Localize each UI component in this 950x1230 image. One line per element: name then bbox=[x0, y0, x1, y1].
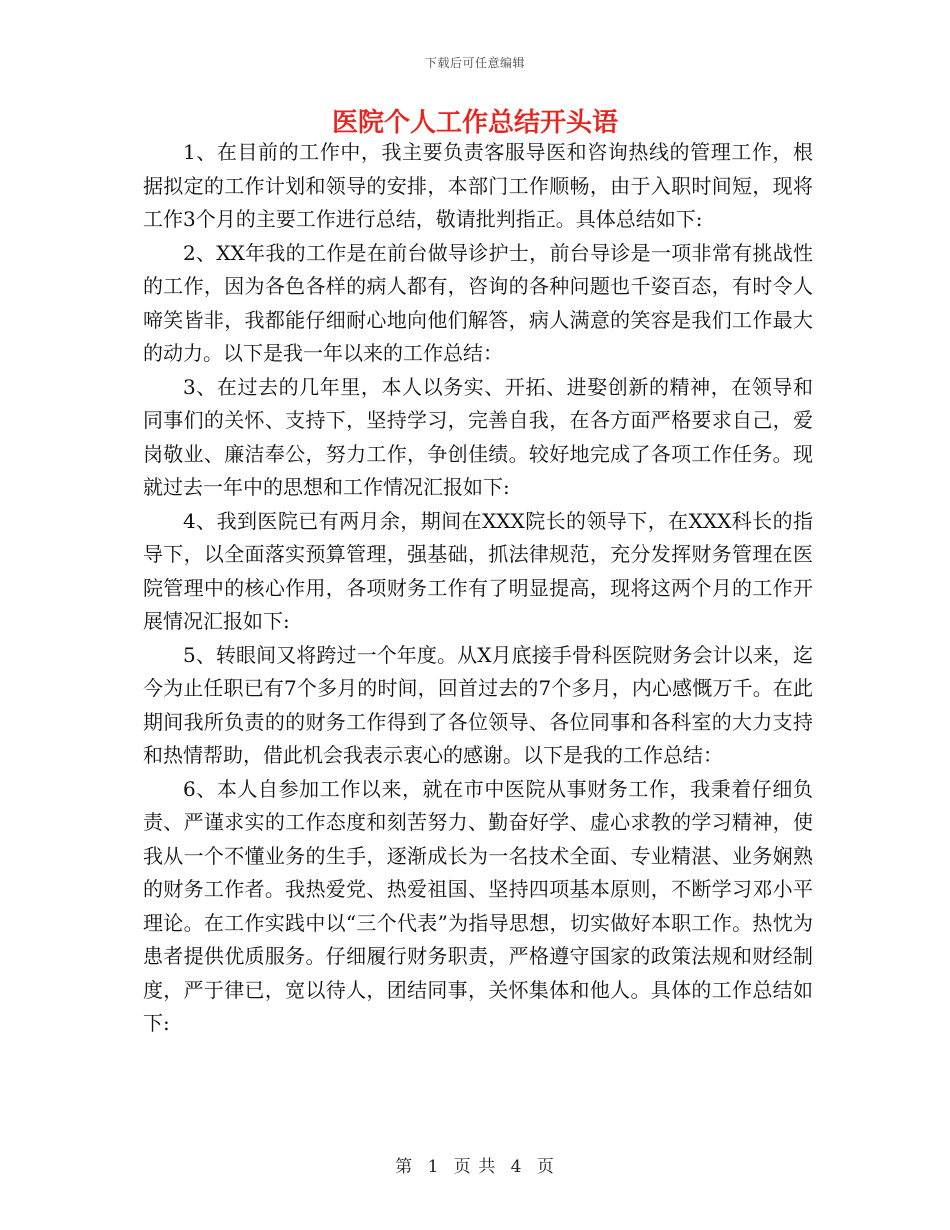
footer-middle: 页 共 bbox=[453, 1157, 497, 1177]
footer-suffix: 页 bbox=[536, 1157, 555, 1177]
paragraph-3: 3、在过去的几年里，本人以务实、开拓、进娶创新的精神，在领导和同事们的关怀、支持下，坚持学习，完善自我，在各方面严格要求自己，爱岗敬业、廉洁奉公，努力工作，争创佳绩。较好地完成了各项工作任务。现就过去一年中的思想和工作情况汇报如下: bbox=[143, 374, 813, 499]
paragraph-6: 6、本人自参加工作以来，就在市中医院从事财务工作，我秉着仔细负责、严谨求实的工作态度和刻苦努力、勤奋好学、虚心求教的学习精神，使我从一个不懂业务的生手，逐渐成长为一名技术全面、专业精湛、业务娴熟的财务工作者。我热爱党、热爱祖国、坚持四项基本原则，不断学习邓小平理论。在工作实践中以“三个代表”为指导思想，切实做好本职工作。热忱为患者提供优质服务。仔细履行财务职责，严格遵守国家的政策法规和财经制度，严于律已，宽以待人，团结同事，关怀集体和他人。具体的工作总结如下: bbox=[143, 776, 813, 1035]
page-footer bbox=[0, 1152, 950, 1177]
footer-total-pages: 4 bbox=[510, 1157, 523, 1177]
paragraph-1: 1、在目前的工作中，我主要负责客服导医和咨询热线的管理工作，根据拟定的工作计划和领导的安排，本部门工作顺畅，由于入职时间短，现将工作3个月的主要工作进行总结，敬请批判指正。具体总结如下: bbox=[143, 140, 813, 231]
paragraph-4: 4、我到医院已有两月余，期间在XXX院长的领导下，在XXX科长的指导下，以全面落实预算管理，强基础，抓法律规范，充分发挥财务管理在医院管理中的核心作用，各项财务工作有了明显提高，现将这两个月的工作开展情况汇报如下: bbox=[143, 508, 813, 633]
header-note: 下载后可任意编辑 bbox=[424, 56, 525, 70]
document-title: 医院个人工作总结开头语 bbox=[331, 108, 618, 138]
footer-prefix: 第 bbox=[395, 1157, 414, 1177]
paragraph-5: 5、转眼间又将跨过一个年度。从X月底接手骨科医院财务会计以来，迄今为止任职已有7个多月的时间，回首过去的7个多月，内心感慨万千。在此期间我所负责的的财务工作得到了各位领导、各位同事和各科室的大力支持和热情帮助，借此机会我表示衷心的感谢。以下是我的工作总结： bbox=[143, 642, 813, 767]
paragraph-2: 2、XX年我的工作是在前台做导诊护士，前台导诊是一项非常有挑战性的工作，因为各色各样的病人都有，咨询的各种问题也千姿百态，有时令人啼笑皆非，我都能仔细耐心地向他们解答，病人满意的笑容是我们工作最大的动力。以下是我一年以来的工作总结： bbox=[143, 240, 813, 365]
document-body bbox=[143, 136, 813, 1041]
footer-current-page: 1 bbox=[427, 1157, 440, 1177]
